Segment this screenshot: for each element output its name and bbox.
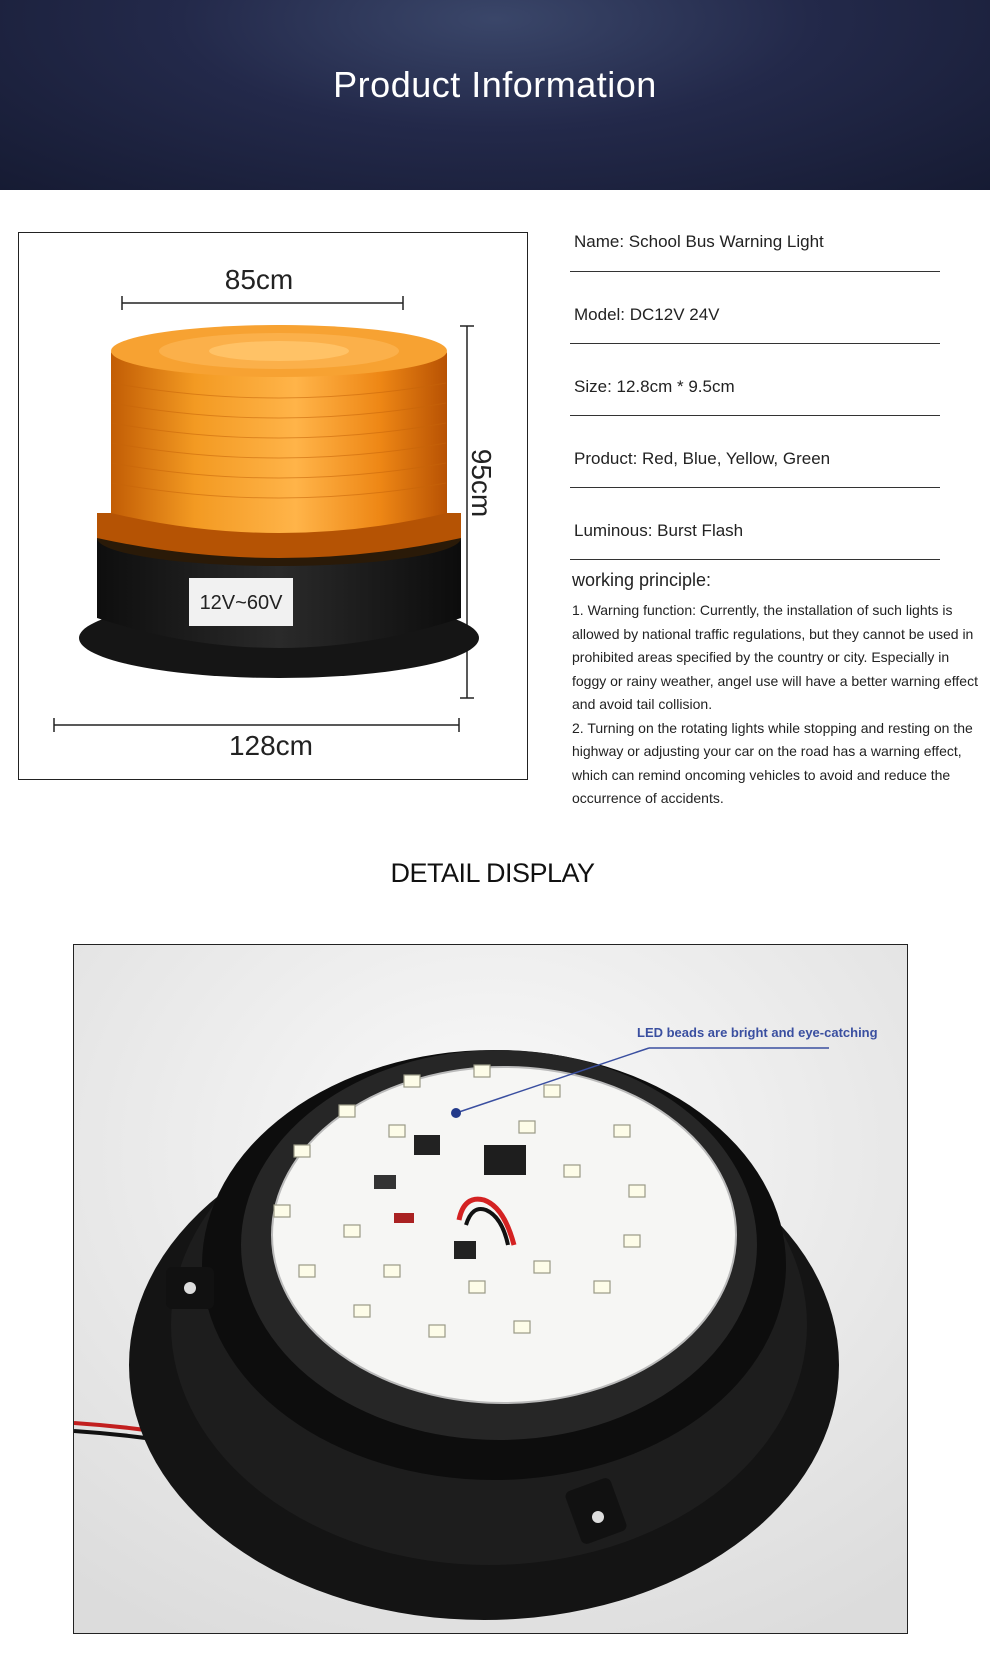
spec-product: Product: Red, Blue, Yellow, Green <box>570 416 940 488</box>
spec-model: Model: DC12V 24V <box>570 272 940 344</box>
voltage-tag-text: 12V~60V <box>199 592 283 614</box>
detail-photo <box>73 944 908 1634</box>
principle-paragraph-2: 2. Turning on the rotating lights while stopping and resting on the highway or adjusting your car on the road has a warning effect, which can remind oncoming vehicles to avoid and reduce the occurrence of accidents. <box>572 719 973 806</box>
warning-light-illustration <box>19 233 528 780</box>
principle-paragraph-1: 1. Warning function: Currently, the installation of such lights is allowed by national traffic regulations, but they cannot be used in prohibited areas specified by the country or city. Especially in foggy or rainy weather, angel use will have a better warning effect and avoid tail collision. <box>572 602 978 712</box>
spec-size: Size: 12.8cm * 9.5cm <box>570 344 940 416</box>
base-label: 128cm <box>228 730 314 761</box>
led-board-illustration <box>74 945 908 1634</box>
page-title: Product Information <box>333 64 657 105</box>
header-banner <box>0 0 990 190</box>
working-principle <box>572 570 987 811</box>
width-dimension <box>122 296 403 310</box>
detail-title: DETAIL DISPLAY <box>390 858 595 888</box>
principle-title: working principle: <box>572 570 712 590</box>
led-callout: LED beads are bright and eye-catching <box>637 1025 878 1040</box>
product-image-frame <box>18 232 528 780</box>
spec-luminous: Luminous: Burst Flash <box>570 488 940 560</box>
spec-name: Name: School Bus Warning Light <box>570 222 940 272</box>
height-label: 95cm <box>466 448 497 518</box>
warning-light <box>79 325 479 678</box>
width-label: 85cm <box>224 264 294 295</box>
spec-list <box>570 222 940 560</box>
